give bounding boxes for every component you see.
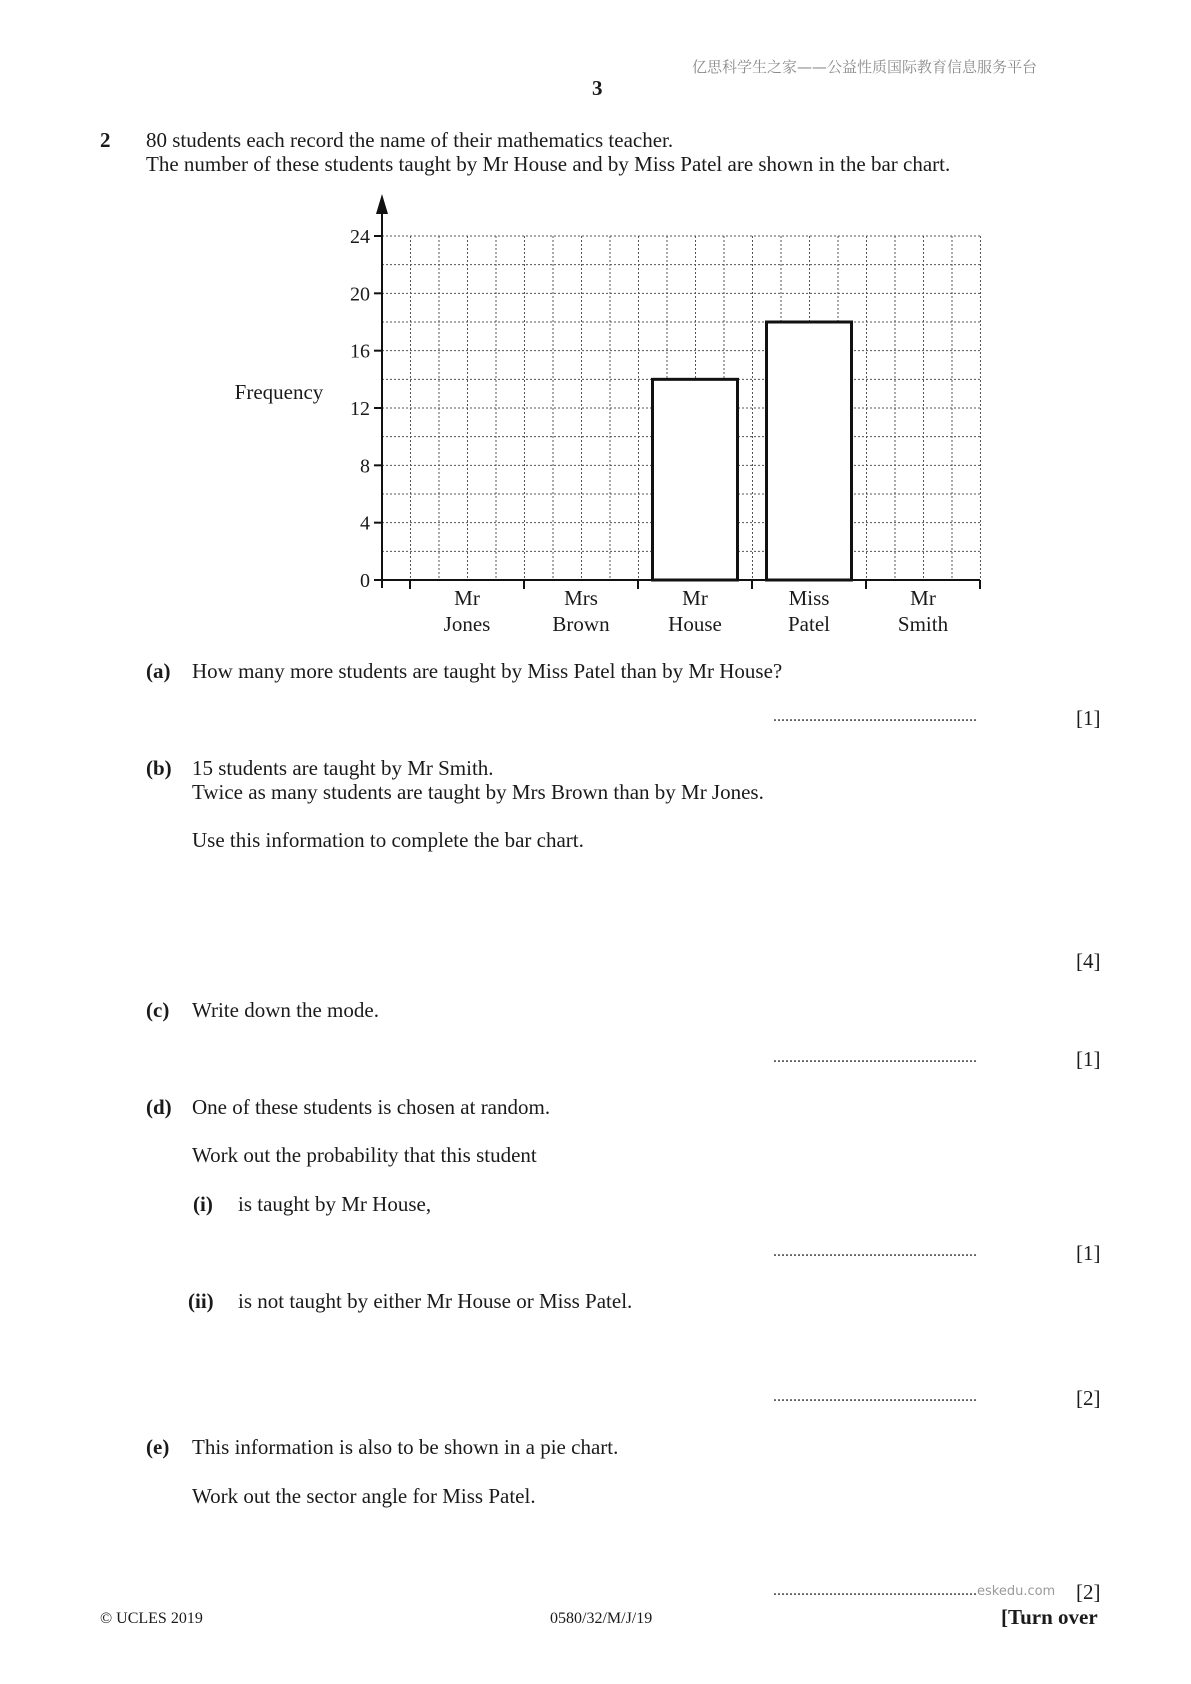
part-d-line2: Work out the probability that this student (192, 1143, 537, 1167)
x-category-label-line2: Jones (443, 612, 491, 636)
footer-paper-code: 0580/32/M/J/19 (550, 1610, 653, 1627)
part-d-ii-marks: [2] (1076, 1386, 1101, 1410)
part-e-label: (e) (146, 1435, 170, 1459)
part-b-label: (b) (146, 756, 172, 780)
question-intro-line1: 80 students each record the name of their mathematics teacher. (146, 128, 674, 152)
x-category-label-line1: Mr (454, 586, 480, 610)
part-d-label: (d) (146, 1095, 172, 1119)
part-d-i-answer-line[interactable]: ................................................... (773, 1243, 977, 1260)
question-number: 2 (100, 128, 111, 152)
part-b-line1: 15 students are taught by Mr Smith. (192, 756, 494, 780)
footer-copyright: © UCLES 2019 (100, 1610, 203, 1627)
y-tick-label: 4 (360, 512, 370, 535)
part-e-line2: Work out the sector angle for Miss Patel. (192, 1484, 536, 1508)
part-a-marks: [1] (1076, 706, 1101, 730)
y-tick-label: 0 (360, 570, 370, 592)
part-d-ii-answer-line[interactable]: ................................................... (773, 1388, 977, 1405)
part-d-i-label: (i) (193, 1192, 213, 1216)
part-e-marks: [2] (1076, 1580, 1101, 1604)
part-d-line1: One of these students is chosen at random. (192, 1095, 551, 1119)
x-category-label-line2: House (668, 612, 722, 636)
part-d-i-marks: [1] (1076, 1241, 1101, 1265)
part-e-line1: This information is also to be shown in a pie chart. (192, 1435, 619, 1459)
x-category-label-line2: Patel (788, 612, 830, 636)
x-category-label-line2: Smith (897, 612, 949, 636)
x-category-label-line1: Mrs (564, 586, 598, 610)
part-c-marks: [1] (1076, 1047, 1101, 1071)
x-category-label-line1: Miss (788, 586, 830, 610)
part-d-ii-text: is not taught by either Mr House or Miss Patel. (238, 1289, 633, 1313)
part-a-label: (a) (146, 659, 171, 683)
header-watermark: 亿思科学生之家——公益性质国际教育信息服务平台 (692, 58, 1038, 76)
bar-chart (0, 0, 1191, 660)
part-c-answer-line[interactable]: ................................................... (773, 1049, 977, 1066)
bar-miss-patel (767, 322, 852, 580)
y-tick-label: 24 (350, 226, 370, 248)
part-e-answer-line[interactable]: ................................................... (773, 1582, 977, 1599)
x-category-label-line2: Brown (552, 612, 610, 636)
x-category-label-line1: Mr (910, 586, 936, 610)
part-c-text: Write down the mode. (192, 998, 379, 1022)
y-tick-label: 20 (350, 283, 370, 306)
part-b-marks: [4] (1076, 949, 1101, 973)
question-intro-line2: The number of these students taught by Mr House and by Miss Patel are shown in the bar chart. (146, 152, 951, 176)
x-category-label-line1: Mr (682, 586, 708, 610)
part-d-i-text: is taught by Mr House, (238, 1192, 432, 1216)
y-axis-label: Frequency (234, 380, 324, 404)
part-a-text: How many more students are taught by Miss Patel than by Mr House? (192, 659, 783, 683)
bar-mr-house (653, 379, 738, 580)
part-b-line3: Use this information to complete the bar chart. (192, 828, 584, 852)
part-d-ii-label: (ii) (188, 1289, 214, 1313)
y-tick-label: 12 (350, 398, 370, 420)
y-axis-arrow (376, 194, 388, 214)
y-tick-label: 8 (360, 455, 370, 478)
part-c-label: (c) (146, 998, 170, 1022)
y-tick-label: 16 (350, 340, 370, 363)
footer-watermark: eskedu.com (977, 1584, 1056, 1599)
footer-turn-over: [Turn over (1001, 1605, 1098, 1629)
page-number: 3 (592, 76, 603, 100)
part-b-line2: Twice as many students are taught by Mrs Brown than by Mr Jones. (192, 780, 764, 804)
part-a-answer-line[interactable]: ................................................... (773, 708, 977, 725)
